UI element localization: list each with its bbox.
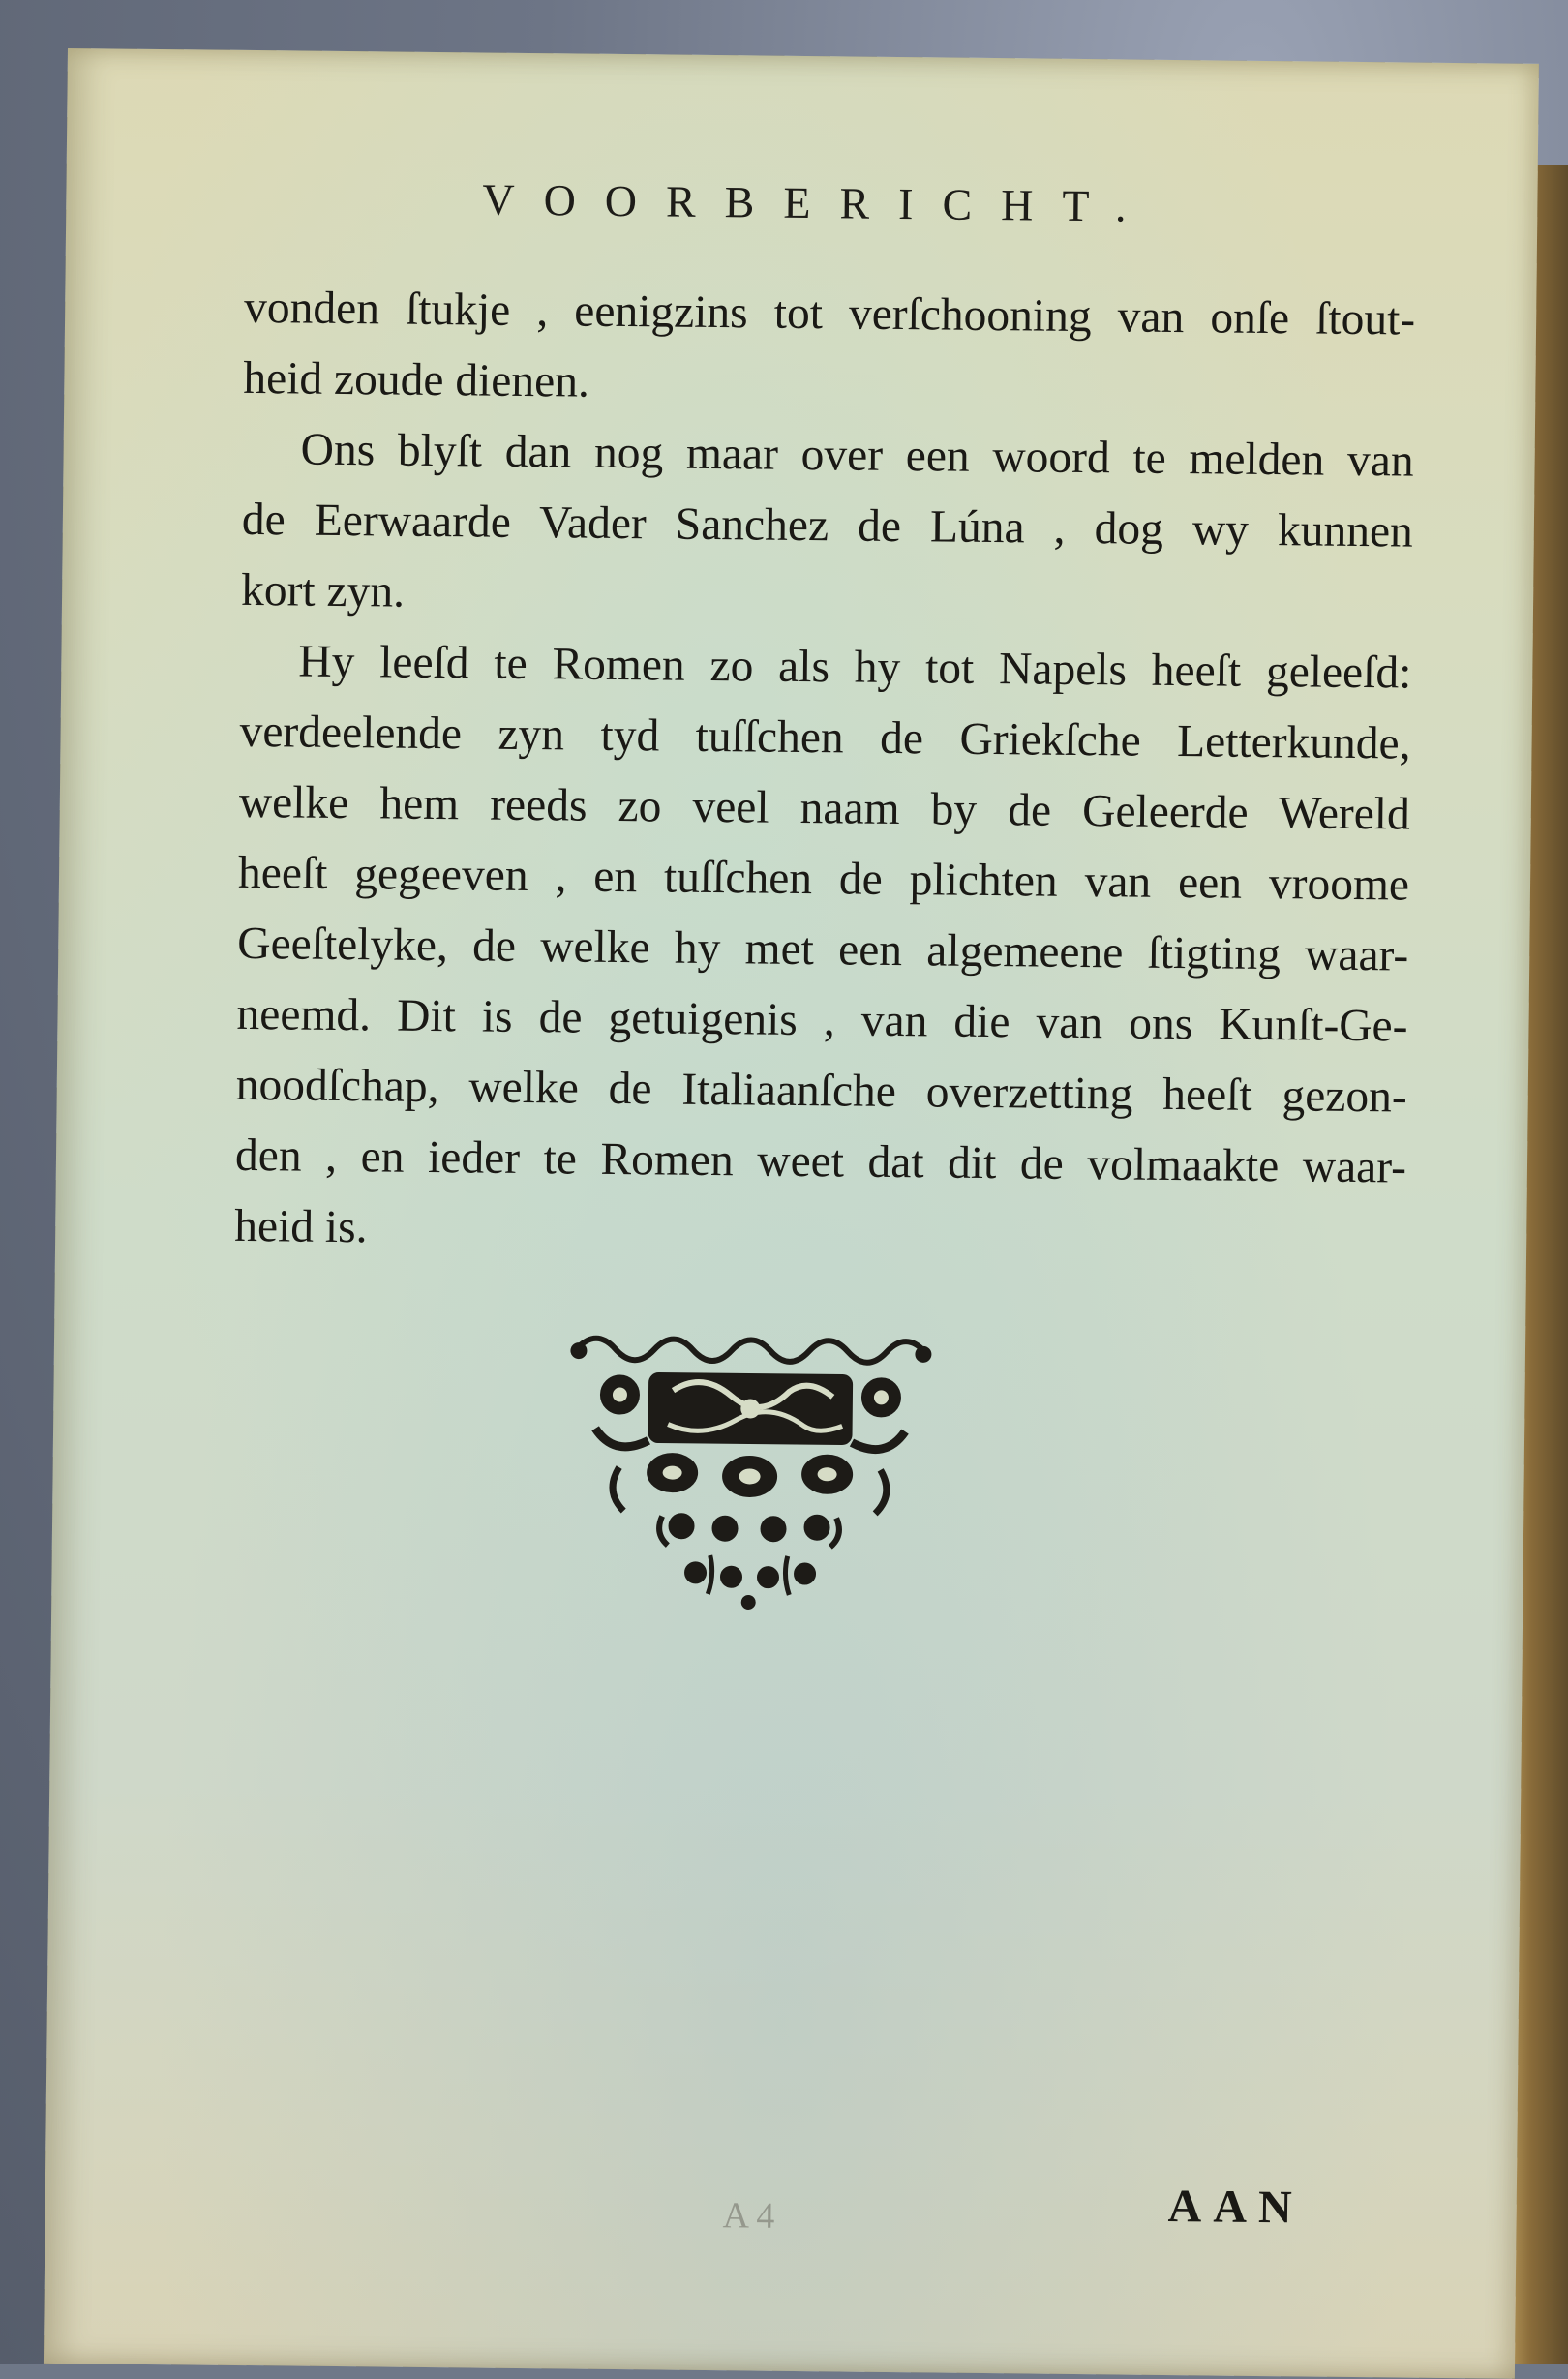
text-line: noodſchap, welke de Italiaanſche overzetting heeſt gezon-: [235, 1059, 1408, 1123]
text-line: welke hem reeds zo veel naam by de Geleerde Wereld: [238, 776, 1411, 840]
text-line: heid is.: [233, 1200, 368, 1253]
book-page: [44, 48, 1539, 2379]
text-line: Ons blyſt dan nog maar over een woord te melden van: [300, 424, 1414, 487]
catchword: AAN: [1167, 2181, 1304, 2234]
text-line: heeſt gegeeven , en tuſſchen de plichten van een vroome: [237, 847, 1410, 911]
text-line: vonden ſtukje , eenigzins tot verſchooning van onſe ſtout-: [243, 282, 1416, 346]
text-line: verdeelende zyn tyd tuſſchen de Griekſche Letterkunde,: [239, 706, 1411, 769]
text-line: den , en ieder te Romen weet dat dit de volmaakte waar-: [234, 1129, 1407, 1193]
text-line: neemd. Dit is de getuigenis , van die van ons Kunſt-Ge-: [236, 988, 1408, 1052]
text-line: Hy leeſd te Romen zo als hy tot Napels heeſt geleeſd:: [298, 636, 1412, 699]
floral-tailpiece-icon: [564, 1321, 935, 1615]
text-line: de Eerwaarde Vader Sanchez de Lúna , dog wy kunnen: [241, 494, 1414, 557]
text-line: heid zoude dienen.: [243, 352, 590, 407]
body-text: [234, 273, 1416, 1275]
text-line: Geeſtelyke, de welke hy met een algemeene ſtigting waar-: [237, 918, 1409, 981]
signature-mark: A 4: [722, 2195, 775, 2237]
text-line: kort zyn.: [240, 564, 406, 617]
running-head: VOORBERICHT.: [482, 174, 1156, 231]
